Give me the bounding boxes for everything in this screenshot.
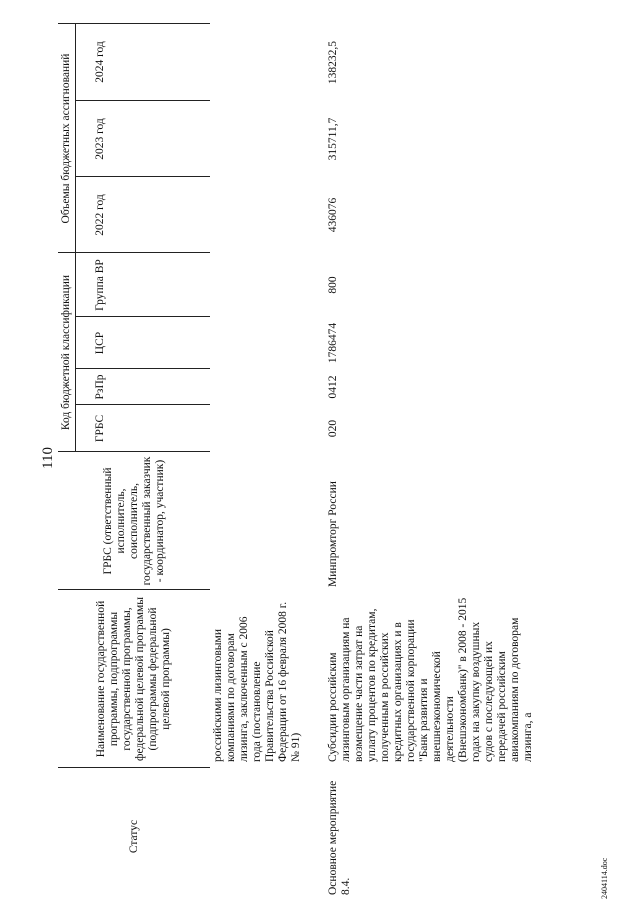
row-name: Субсидии российским лизинговым организациям на возмещение части затрат на уплату процентов по кредитам, полученным в российских кредитных организациях и в государственной корпорации "Банк развития и внешнеэкономической деятельности (Внешэкономбанк)" в 2008 - 2015 годах на закупку воздушных судов с последующей их передачей российским авиакомпаниям по договорам лизинга, а <box>327 597 534 762</box>
header-code-group: Код бюджетной классификации <box>60 274 72 431</box>
header-year-2022: 2022 год <box>93 194 106 236</box>
footer-doc-code: 2404114.doc <box>600 857 609 899</box>
row-2022: 436076 <box>327 197 339 233</box>
header-year-2023: 2023 год <box>93 118 106 160</box>
header-name: Наименование государственной программы, подпрограммы государственной программы, федеральной целевой программы (подпрограммы федеральной целевой программы) <box>95 597 172 761</box>
table-header <box>58 0 210 905</box>
row-status: Основное мероприятие 8.4. <box>327 780 352 895</box>
row-vr: 800 <box>327 276 339 294</box>
col-divider <box>58 589 210 590</box>
header-grbs: ГРБС (ответственный исполнитель, соисполнитель, государственный заказчик - координатор, участник) <box>101 456 166 586</box>
row-2024: 138232,5 <box>327 40 339 85</box>
row-csr: 1786474 <box>327 322 339 364</box>
header-year-2024: 2024 год <box>93 41 106 83</box>
col-divider <box>75 100 210 101</box>
col-divider <box>75 176 210 177</box>
header-code-rzpr: РзПр <box>93 374 106 400</box>
row-2023: 315711,7 <box>327 117 339 161</box>
row-rzpr: 0412 <box>327 375 339 399</box>
table-row <box>327 0 617 905</box>
col-divider <box>58 23 210 24</box>
header-code-grbs: ГРБС <box>93 414 106 443</box>
page-number: 110 <box>40 447 56 469</box>
header-volume-group: Объемы бюджетных ассигнований <box>60 53 72 224</box>
header-code-csr: ЦСР <box>93 331 106 355</box>
header-status: Статус <box>127 819 140 854</box>
row-grbs-code: 020 <box>327 419 339 438</box>
header-code-vr: Группа ВР <box>93 259 106 311</box>
row-grbs: Минпромторг России <box>327 481 339 587</box>
continuation-text: российскими лизинговыми компаниями по договорам лизинга, заключенным с 2006 года (постановление Правительства Российской Федерации от 16 февраля 2008 г. № 91) <box>212 601 302 762</box>
